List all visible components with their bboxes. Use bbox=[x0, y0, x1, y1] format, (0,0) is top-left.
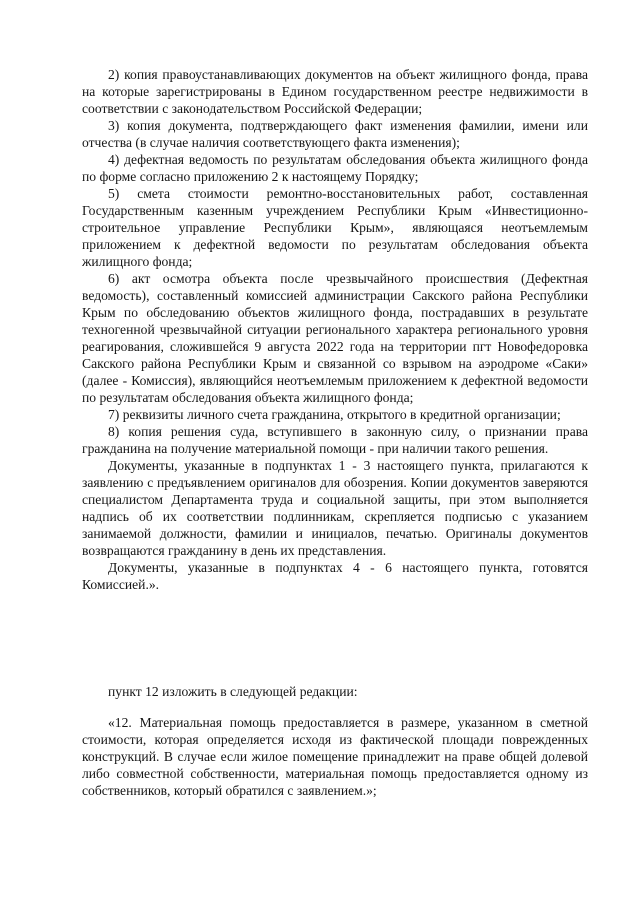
paragraph-item-6: 6) акт осмотра объекта после чрезвычайного происшествия (Дефектная ведомость), составленный комиссией администрации Сакского района Республики Крым по обследованию объектов жилищного фонда, пострадавших в результате техногенной чрезвычайной ситуации регионального характера регионального уровня реагирования, сложившейся 9 августа 2022 года на территории пгт Новофедоровка Сакского района Республики Крым и связанной со взрывом на аэродроме «Саки» (далее - Комиссия), являющийся неотъемлемым приложением к дефектной ведомости по результатам обследования объекта жилищного фонда; bbox=[82, 271, 588, 405]
paragraph-item-2: 2) копия правоустанавливающих документов на объект жилищного фонда, права на которые зарегистрированы в Едином государственном реестре недвижимости в соответствии с законодательством Российской Федерации; bbox=[82, 67, 588, 116]
paragraph-item-7: 7) реквизиты личного счета гражданина, открытого в кредитной организации; bbox=[108, 407, 561, 422]
paragraph-documents-copies: Документы, указанные в подпунктах 1 - 3 настоящего пункта, прилагаются к заявлению с предъявлением оригиналов для обозрения. Копии документов заверяются специалистом Департамента труда и социальной защиты, при этом выполняется надпись об их соответствии подлинникам, скрепляется подписью с указанием занимаемой должности, фамилии и инициалов, печатью. Оригиналы документов возвращаются гражданину в день их представления. bbox=[82, 458, 588, 558]
new-clause-text: «12. Материальная помощь предоставляется в размере, указанном в сметной стоимости, которая определяется исходя из фактической площади поврежденных конструкций. В случае если жилое помещение принадлежит на праве общей долевой либо совместной собственности, материальная помощь предоставляется одному из собственников, который обратился с заявлением.»; bbox=[82, 715, 588, 798]
amendment-instruction bbox=[82, 683, 588, 700]
instruction-text: пункт 12 изложить в следующей редакции: bbox=[108, 684, 358, 699]
paragraph-documents-commission: Документы, указанные в подпунктах 4 - 6 настоящего пункта, готовятся Комиссией.». bbox=[82, 560, 588, 592]
paragraph-item-8: 8) копия решения суда, вступившего в законную силу, о признании права гражданина на получение материальной помощи - при наличии такого решения. bbox=[82, 424, 588, 456]
new-clause-block bbox=[82, 714, 588, 799]
paragraph-item-5: 5) смета стоимости ремонтно-восстановительных работ, составленная Государственным казенным учреждением Республики Крым «Инвестиционно-строительное управление Республики Крым», являющаяся неотъемлемым приложением к дефектной ведомости по результатам обследования объекта жилищного фонда; bbox=[82, 186, 588, 269]
document-body bbox=[82, 66, 588, 593]
paragraph-item-3: 3) копия документа, подтверждающего факт изменения фамилии, имени или отчества (в случае наличия соответствующего факта изменения); bbox=[82, 118, 588, 150]
paragraph-item-4: 4) дефектная ведомость по результатам обследования объекта жилищного фонда по форме согласно приложению 2 к настоящему Порядку; bbox=[82, 152, 588, 184]
